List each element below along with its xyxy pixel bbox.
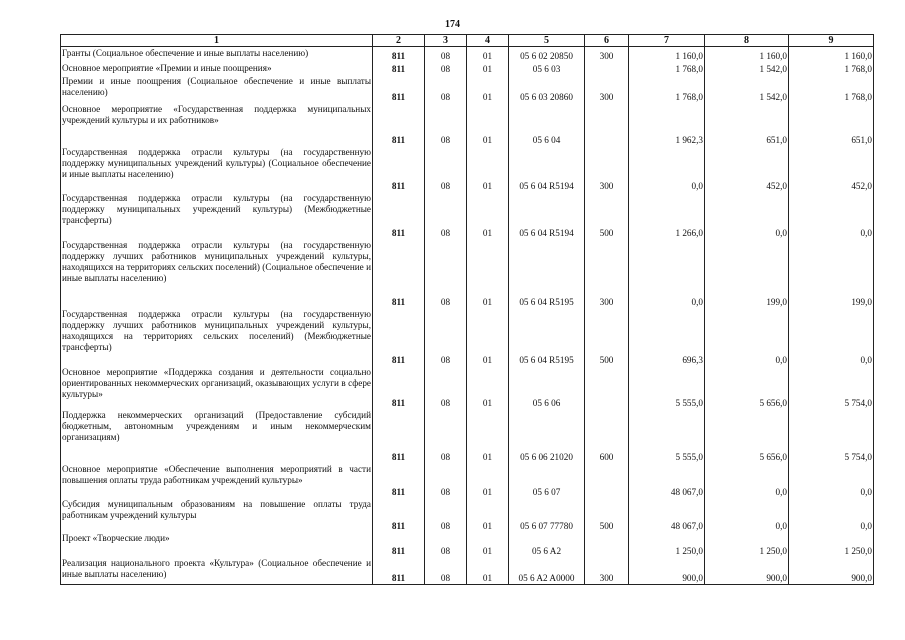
row-pr: 01 — [467, 498, 509, 532]
row-glava: 811 — [373, 409, 425, 463]
row-pr: 01 — [467, 463, 509, 498]
row-rz: 08 — [425, 409, 467, 463]
table-row — [61, 532, 874, 557]
row-vr: 300 — [585, 146, 629, 192]
row-rz: 08 — [425, 192, 467, 239]
row-glava: 811 — [373, 366, 425, 409]
row-value-2021: 1 768,0 — [629, 62, 705, 75]
col-header-8: 8 — [705, 35, 789, 47]
row-glava: 811 — [373, 239, 425, 308]
table-row — [61, 62, 874, 75]
row-value-2021: 5 555,0 — [629, 409, 705, 463]
row-value-2023: 1 768,0 — [789, 75, 874, 103]
row-value-2021: 1 250,0 — [629, 532, 705, 557]
row-value-2023: 5 754,0 — [789, 409, 874, 463]
row-csr: 05 6 04 R5194 — [509, 146, 585, 192]
row-rz: 08 — [425, 62, 467, 75]
table-row — [61, 463, 874, 498]
row-value-2021: 5 555,0 — [629, 366, 705, 409]
row-value-2023: 1 768,0 — [789, 62, 874, 75]
table-row — [61, 47, 874, 62]
row-vr: 300 — [585, 557, 629, 585]
row-csr: 05 6 04 — [509, 103, 585, 146]
row-pr: 01 — [467, 239, 509, 308]
col-header-3: 3 — [425, 35, 467, 47]
row-vr — [585, 103, 629, 146]
row-value-2022: 0,0 — [705, 463, 789, 498]
row-vr: 500 — [585, 308, 629, 366]
col-header-7: 7 — [629, 35, 705, 47]
row-glava: 811 — [373, 498, 425, 532]
row-pr: 01 — [467, 532, 509, 557]
row-rz: 08 — [425, 146, 467, 192]
row-glava: 811 — [373, 75, 425, 103]
col-header-2: 2 — [373, 35, 425, 47]
row-value-2023: 0,0 — [789, 192, 874, 239]
row-value-2021: 1 266,0 — [629, 192, 705, 239]
row-glava: 811 — [373, 62, 425, 75]
row-name: Государственная поддержка отрасли культуры (на государственную поддержку муниципальных учреждений культуры) (Социальное обеспечение и иные выплаты населению) — [61, 146, 373, 192]
row-vr: 300 — [585, 47, 629, 62]
row-pr: 01 — [467, 62, 509, 75]
row-name: Основное мероприятие «Поддержка создания и деятельности социально ориентированных некоммерческих организаций, оказывающих услуги в сфере культуры» — [61, 366, 373, 409]
col-header-5: 5 — [509, 35, 585, 47]
row-vr — [585, 463, 629, 498]
row-glava: 811 — [373, 557, 425, 585]
table-row — [61, 103, 874, 146]
row-vr: 300 — [585, 75, 629, 103]
row-csr: 05 6 03 20860 — [509, 75, 585, 103]
row-value-2021: 696,3 — [629, 308, 705, 366]
row-csr: 05 6 03 — [509, 62, 585, 75]
row-name: Премии и иные поощрения (Социальное обеспечение и иные выплаты населению) — [61, 75, 373, 103]
row-value-2021: 1 962,3 — [629, 103, 705, 146]
row-csr: 05 6 07 — [509, 463, 585, 498]
row-rz: 08 — [425, 366, 467, 409]
row-value-2023: 0,0 — [789, 308, 874, 366]
row-value-2023: 452,0 — [789, 146, 874, 192]
row-value-2023: 0,0 — [789, 498, 874, 532]
row-value-2021: 1 768,0 — [629, 75, 705, 103]
row-value-2021: 900,0 — [629, 557, 705, 585]
row-value-2021: 0,0 — [629, 146, 705, 192]
row-value-2022: 900,0 — [705, 557, 789, 585]
row-value-2022: 5 656,0 — [705, 366, 789, 409]
row-vr: 300 — [585, 239, 629, 308]
row-name: Основное мероприятие «Государственная поддержка муниципальных учреждений культуры и их работников» — [61, 103, 373, 146]
row-value-2022: 0,0 — [705, 308, 789, 366]
row-value-2022: 0,0 — [705, 192, 789, 239]
row-value-2022: 1 250,0 — [705, 532, 789, 557]
row-rz: 08 — [425, 308, 467, 366]
row-vr: 500 — [585, 192, 629, 239]
col-header-6: 6 — [585, 35, 629, 47]
row-value-2023: 5 754,0 — [789, 366, 874, 409]
row-value-2023: 651,0 — [789, 103, 874, 146]
row-csr: 05 6 06 — [509, 366, 585, 409]
row-rz: 08 — [425, 532, 467, 557]
row-value-2022: 452,0 — [705, 146, 789, 192]
row-csr: 05 6 02 20850 — [509, 47, 585, 62]
row-rz: 08 — [425, 463, 467, 498]
col-header-9: 9 — [789, 35, 874, 47]
row-rz: 08 — [425, 103, 467, 146]
row-vr — [585, 62, 629, 75]
table-row — [61, 308, 874, 366]
row-rz: 08 — [425, 47, 467, 62]
row-value-2023: 0,0 — [789, 463, 874, 498]
row-pr: 01 — [467, 366, 509, 409]
row-pr: 01 — [467, 409, 509, 463]
row-value-2023: 1 250,0 — [789, 532, 874, 557]
row-value-2022: 0,0 — [705, 498, 789, 532]
row-glava: 811 — [373, 192, 425, 239]
table-row — [61, 557, 874, 585]
col-header-4: 4 — [467, 35, 509, 47]
row-value-2021: 48 067,0 — [629, 498, 705, 532]
row-csr: 05 6 04 R5195 — [509, 239, 585, 308]
row-rz: 08 — [425, 75, 467, 103]
row-name: Государственная поддержка отрасли культуры (на государственную поддержку муниципальных учреждений культуры) (Межбюджетные трансферты) — [61, 192, 373, 239]
row-value-2022: 5 656,0 — [705, 409, 789, 463]
row-glava: 811 — [373, 146, 425, 192]
row-rz: 08 — [425, 239, 467, 308]
page-number: 174 — [445, 19, 460, 30]
row-csr: 05 6 04 R5195 — [509, 308, 585, 366]
table-row — [61, 498, 874, 532]
row-pr: 01 — [467, 557, 509, 585]
row-rz: 08 — [425, 557, 467, 585]
row-value-2022: 199,0 — [705, 239, 789, 308]
row-pr: 01 — [467, 308, 509, 366]
row-glava: 811 — [373, 47, 425, 62]
row-glava: 811 — [373, 308, 425, 366]
row-vr: 500 — [585, 498, 629, 532]
table-row — [61, 239, 874, 308]
table-row — [61, 192, 874, 239]
column-number-header — [61, 35, 874, 47]
row-name: Субсидия муниципальным образованиям на повышение оплаты труда работникам учреждений культуры — [61, 498, 373, 532]
table-row — [61, 409, 874, 463]
row-value-2021: 48 067,0 — [629, 463, 705, 498]
row-name: Реализация национального проекта «Культура» (Социальное обеспечение и иные выплаты населению) — [61, 557, 373, 585]
row-pr: 01 — [467, 103, 509, 146]
row-value-2021: 0,0 — [629, 239, 705, 308]
row-value-2022: 651,0 — [705, 103, 789, 146]
row-pr: 01 — [467, 192, 509, 239]
row-vr: 600 — [585, 409, 629, 463]
row-pr: 01 — [467, 146, 509, 192]
row-csr: 05 6 07 77780 — [509, 498, 585, 532]
table-row — [61, 146, 874, 192]
row-name: Поддержка некоммерческих организаций (Предоставление субсидий бюджетным, автономным учреждениям и иным некоммерческим организациям) — [61, 409, 373, 463]
table-row — [61, 366, 874, 409]
row-name: Государственная поддержка отрасли культуры (на государственную поддержку лучших работников муниципальных учреждений культуры, находящихся на территориях сельских поселений) (Межбюджетные трансферты) — [61, 308, 373, 366]
row-csr: 05 6 06 21020 — [509, 409, 585, 463]
row-value-2022: 1 542,0 — [705, 75, 789, 103]
row-glava: 811 — [373, 532, 425, 557]
budget-table — [60, 34, 874, 585]
row-name: Основное мероприятие «Обеспечение выполнения мероприятий в части повышения оплаты труда работникам учреждений культуры» — [61, 463, 373, 498]
row-rz: 08 — [425, 498, 467, 532]
row-vr — [585, 366, 629, 409]
row-value-2022: 1 542,0 — [705, 62, 789, 75]
row-name: Основное мероприятие «Премии и иные поощрения» — [61, 62, 373, 75]
row-name: Государственная поддержка отрасли культуры (на государственную поддержку лучших работников муниципальных учреждений культуры, находящихся на территориях сельских поселений) (Социальное обеспечение и иные выплаты населению) — [61, 239, 373, 308]
col-header-1: 1 — [61, 35, 373, 47]
row-pr: 01 — [467, 75, 509, 103]
row-value-2023: 1 160,0 — [789, 47, 874, 62]
row-value-2022: 1 160,0 — [705, 47, 789, 62]
row-csr: 05 6 A2 A0000 — [509, 557, 585, 585]
row-name: Гранты (Социальное обеспечение и иные выплаты населению) — [61, 47, 373, 62]
row-value-2023: 900,0 — [789, 557, 874, 585]
row-glava: 811 — [373, 103, 425, 146]
row-csr: 05 6 A2 — [509, 532, 585, 557]
row-glava: 811 — [373, 463, 425, 498]
row-vr — [585, 532, 629, 557]
row-csr: 05 6 04 R5194 — [509, 192, 585, 239]
row-value-2023: 199,0 — [789, 239, 874, 308]
row-value-2021: 1 160,0 — [629, 47, 705, 62]
table-row — [61, 75, 874, 103]
row-name: Проект «Творческие люди» — [61, 532, 373, 557]
row-pr: 01 — [467, 47, 509, 62]
